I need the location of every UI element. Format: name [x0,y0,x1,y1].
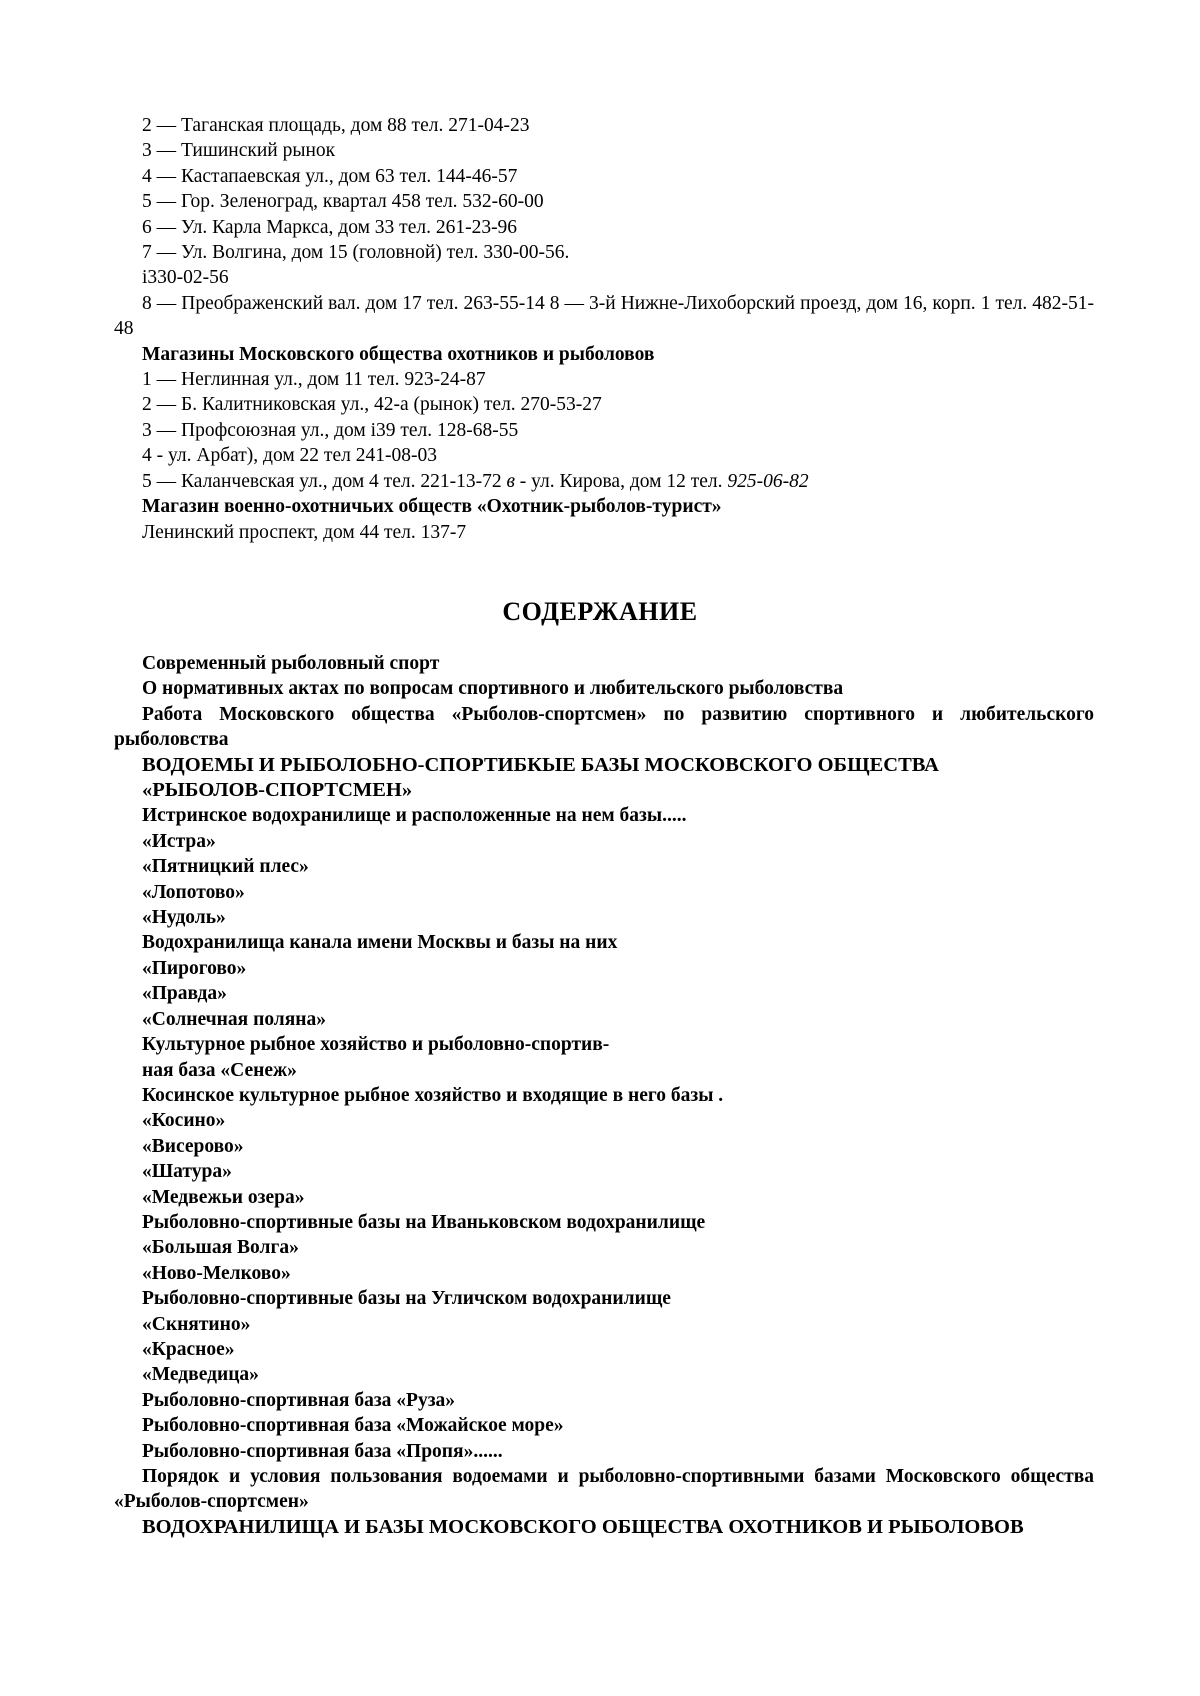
contact-line: 6 — Ул. Карла Маркса, дом 33 тел. 261-23-96 [114,215,1094,240]
toc-entry: Рыболовно-спортивная база «Руза» [114,1388,1094,1413]
toc-entry: Современный рыболовный спорт [114,651,1094,676]
toc-section-heading: ВОДОХРАНИЛИЩА И БАЗЫ МОСКОВСКОГО ОБЩЕСТВА ОХОТНИКОВ И РЫБОЛОВОВ [114,1515,1094,1540]
toc-entry: Рыболовно-спортивные базы на Иваньковском водохранилище [114,1210,1094,1235]
toc-entry: Истринское водохранилище и расположенные на нем базы..... [114,803,1094,828]
toc-entry: «Большая Волга» [114,1235,1094,1260]
toc-entry: «Пирогово» [114,956,1094,981]
contact-line: i330-02-56 [114,265,1094,290]
toc-entry: Рыболовно-спортивная база «Можайское море» [114,1413,1094,1438]
toc-entry: Рыболовно-спортивная база «Пропя»...... [114,1439,1094,1464]
contact-line: 7 — Ул. Волгина, дом 15 (головной) тел. 330-00-56. [114,240,1094,265]
military-address: Ленинский проспект, дом 44 тел. 137-7 [114,520,1094,545]
item5-phone: 925-06-82 [727,471,808,492]
mosshop-item: 2 — Б. Калитниковская ул., 42-а (рынок) тел. 270-53-27 [114,392,1094,417]
toc-entry: Работа Московского общества «Рыболов-спортсмен» по развитию спортивного и любительского рыболовства [114,702,1094,753]
contact-line: 2 — Таганская площадь, дом 88 тел. 271-04-23 [114,113,1094,138]
mosshop-item: 1 — Неглинная ул., дом 11 тел. 923-24-87 [114,367,1094,392]
toc-title: СОДЕРЖАНИЕ [0,597,1200,627]
mosshop-item: 3 — Профсоюзная ул., дом i39 тел. 128-68-55 [114,418,1094,443]
toc-entry: О нормативных актах по вопросам спортивного и любительского рыболовства [114,676,1094,701]
toc-entry: «Нудоль» [114,905,1094,930]
toc-entry: «Истра» [114,829,1094,854]
contact-line: 5 — Гор. Зеленоград, квартал 458 тел. 532-60-00 [114,189,1094,214]
document-page [0,0,1200,1696]
toc-entry: Культурное рыбное хозяйство и рыболовно-спортив- [114,1032,1094,1057]
mosshop-heading: Магазины Московского общества охотников и рыболовов [114,342,1094,367]
contacts-list [114,113,1094,545]
toc-entry: Водохранилища канала имени Москвы и базы на них [114,930,1094,955]
contact-line: 3 — Тишинский рынок [114,138,1094,163]
toc-entry: «Медведица» [114,1362,1094,1387]
toc-entry: Косинское культурное рыбное хозяйство и входящие в него базы . [114,1083,1094,1108]
item5-main: 5 — Каланчевская ул., дом 4 тел. 221-13-72 [142,471,506,492]
contact-line: 8 — Преображенский вал. дом 17 тел. 263-55-14 8 — 3-й Нижне-Лихоборский проезд, дом 16, корп. 1 тел. 482-51-48 [114,291,1094,342]
toc-section-heading: «РЫБОЛОВ-СПОРТСМЕН» [114,778,1094,803]
toc-entry: «Висерово» [114,1134,1094,1159]
toc-entry: «Солнечная поляна» [114,1007,1094,1032]
contact-line: 4 — Кастапаевская ул., дом 63 тел. 144-46-57 [114,164,1094,189]
toc-entry: «Красное» [114,1337,1094,1362]
toc-entry: «Медвежьи озера» [114,1185,1094,1210]
toc-section-heading: ВОДОЕМЫ И РЫБОЛОБНО-СПОРТИБКЫЕ БАЗЫ МОСКОВСКОГО ОБЩЕСТВА [114,753,1094,778]
toc-entry: «Косино» [114,1108,1094,1133]
military-heading: Магазин военно-охотничьих обществ «Охотник-рыболов-турист» [114,494,1094,519]
toc-entry: «Пятницкий плес» [114,854,1094,879]
item5-letter: в [506,471,514,492]
toc-entry: Порядок и условия пользования водоемами и рыболовно-спортивными базами Московского общества «Рыболов-спортсмен» [114,1464,1094,1515]
item5-mid: - ул. Кирова, дом 12 тел. [515,471,727,492]
toc-entry: Рыболовно-спортивные базы на Угличском водохранилище [114,1286,1094,1311]
toc-entry: «Правда» [114,981,1094,1006]
mosshop-item-5 [114,469,1094,494]
table-of-contents [114,651,1094,1540]
toc-entry: «Шатура» [114,1159,1094,1184]
toc-entry: «Ново-Мелково» [114,1261,1094,1286]
mosshop-item: 4 - ул. Арбат), дом 22 тел 241-08-03 [114,443,1094,468]
toc-entry: «Лопотово» [114,880,1094,905]
toc-entry: ная база «Сенеж» [114,1058,1094,1083]
toc-entry: «Скнятино» [114,1312,1094,1337]
